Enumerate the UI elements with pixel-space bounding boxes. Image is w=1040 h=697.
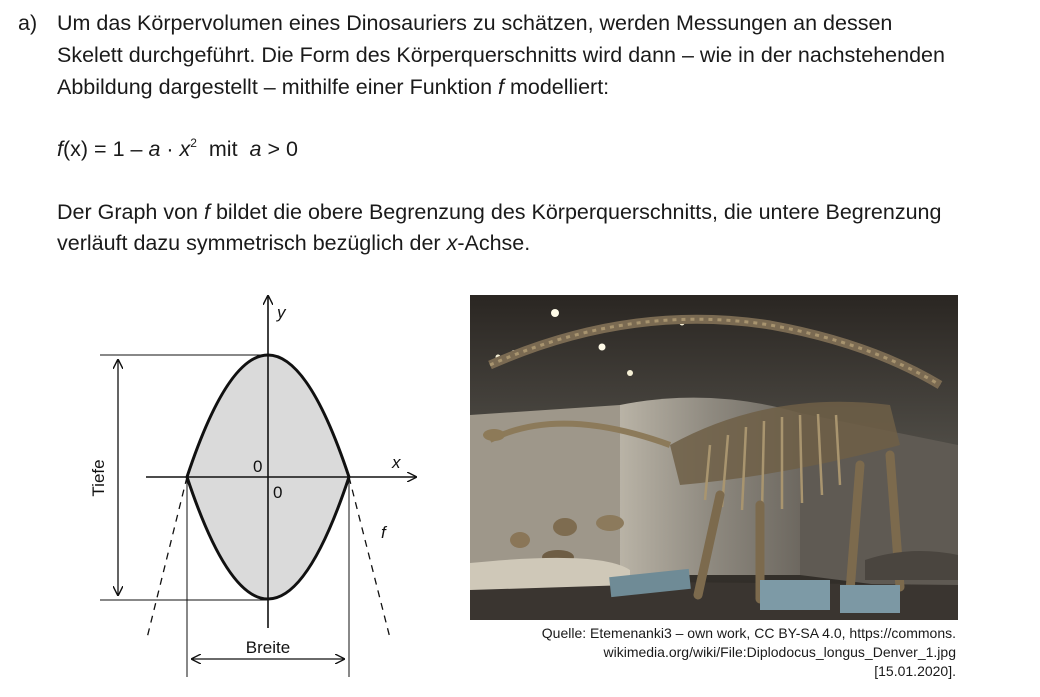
- formula-dot: ·: [160, 137, 180, 161]
- formula-x: x: [179, 137, 191, 161]
- graph-text-line-1-pre: Der Graph von: [57, 200, 204, 224]
- x-axis-label: x: [392, 453, 401, 472]
- y-axis-label: y: [277, 303, 286, 322]
- depth-label: Tiefe: [89, 459, 108, 497]
- photo-caption-line-3: [15.01.2020].: [874, 663, 956, 679]
- origin-label-upper: 0: [253, 457, 263, 476]
- origin-label-lower: 0: [273, 483, 283, 502]
- formula-a: a: [148, 137, 161, 161]
- intro-line-1: Um das Körpervolumen eines Dinosauriers zu schätzen, werden Messungen an dessen: [57, 11, 893, 35]
- f-curve-label: f: [381, 523, 386, 542]
- dinosaur-skeleton-photo: [470, 295, 958, 620]
- formula-x-paren: (x): [62, 137, 89, 161]
- photo-caption-line-1: Quelle: Etemenanki3 – own work, CC BY-SA 4.0, https://commons.: [541, 625, 956, 641]
- f-dashed-left: [147, 477, 187, 638]
- intro-line-2: Skelett durchgeführt. Die Form des Körperquerschnitts wird dann – wie in der nachstehenden: [57, 43, 945, 67]
- formula-condition: > 0: [261, 137, 298, 161]
- cross-section-diagram: [0, 0, 470, 697]
- graph-text-x: x: [446, 231, 458, 255]
- graph-text-line-2-post: -Achse.: [457, 231, 531, 255]
- photo-caption-line-2: wikimedia.org/wiki/File:Diplodocus_longus_Denver_1.jpg: [603, 644, 956, 660]
- graph-text-f: f: [203, 200, 210, 224]
- formula-f: f: [57, 137, 63, 161]
- f-dashed-right: [349, 477, 390, 638]
- photo-caption: [542, 624, 956, 681]
- problem-label: a): [18, 11, 38, 35]
- formula-exponent: 2: [190, 136, 197, 150]
- formula-eq: = 1 –: [88, 137, 149, 161]
- width-label: Breite: [245, 638, 291, 657]
- formula-mit: mit: [196, 137, 250, 161]
- graph-text-line-1-post: bildet die obere Begrenzung des Körperquerschnitts, die untere Begrenzung: [209, 200, 942, 224]
- intro-line-3-post: modelliert:: [504, 75, 610, 99]
- graph-text-line-2-pre: verläuft dazu symmetrisch bezüglich der: [57, 231, 447, 255]
- function-symbol: f: [498, 75, 504, 99]
- intro-line-3-pre: Abbildung dargestellt – mithilfe einer Funktion: [57, 75, 499, 99]
- formula-a-condition: a: [249, 137, 262, 161]
